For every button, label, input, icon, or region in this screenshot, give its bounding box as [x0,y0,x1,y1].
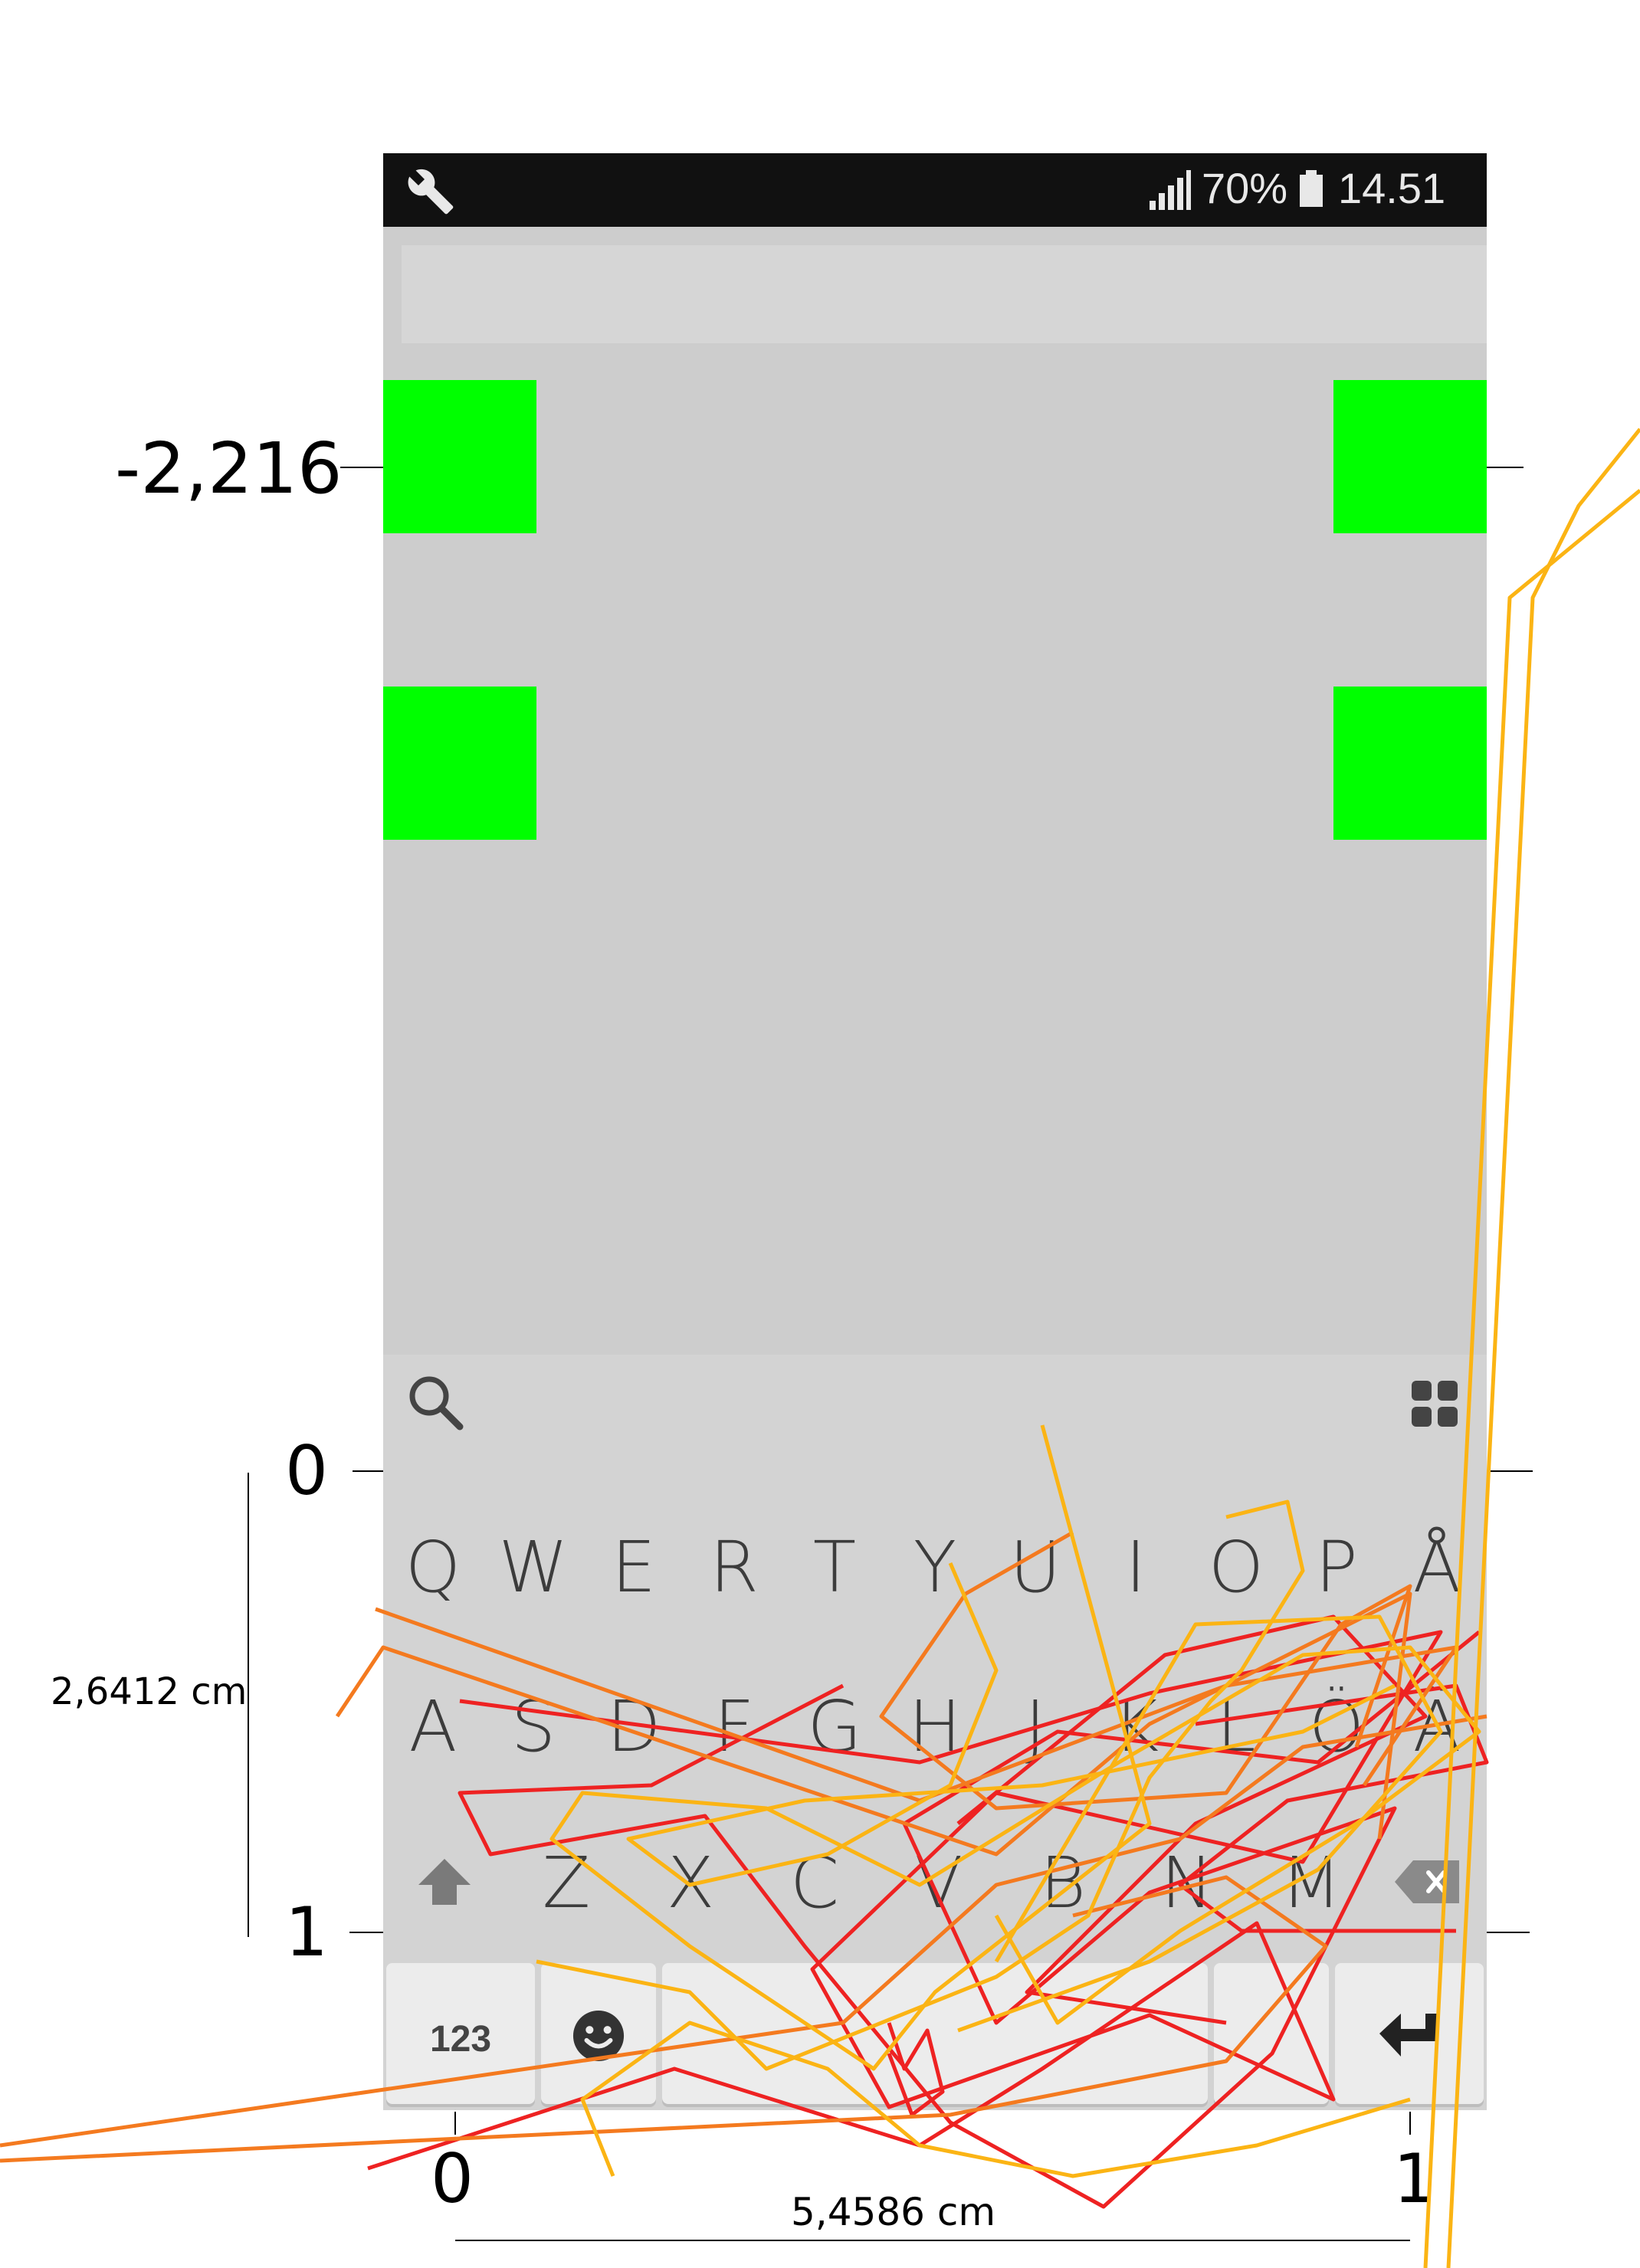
key-m[interactable]: M [1281,1842,1342,1924]
clock: 14.51 [1338,164,1446,212]
key-l[interactable]: L [1216,1686,1256,1768]
key-x[interactable]: X [666,1842,715,1924]
y-axis-one-label: 1 [285,1893,328,1971]
key-a-umlaut[interactable]: Ä [1412,1686,1461,1768]
touch-trace-orange [376,1609,1456,1801]
key-b[interactable]: B [1039,1842,1087,1924]
key-c[interactable]: C [789,1842,840,1924]
y-marker-top-label: -2,216 [115,428,343,510]
key-r[interactable]: R [710,1526,759,1608]
key-j[interactable]: J [1025,1686,1046,1768]
battery-percent: 70% [1202,164,1288,212]
key-q[interactable]: Q [405,1526,461,1608]
key-v[interactable]: V [914,1842,963,1924]
y-axis-zero-label: 0 [285,1431,328,1510]
key-t[interactable]: T [812,1526,857,1608]
key-a-ring[interactable]: Å [1412,1526,1461,1608]
x-axis-one-label: 1 [1393,2139,1436,2218]
touch-trace-orange [337,1594,1410,1854]
numbers-key-label: 123 [429,2019,492,2060]
key-w[interactable]: W [498,1526,569,1608]
key-s[interactable]: S [510,1686,556,1768]
height-measure-label: 2,6412 cm [51,1670,248,1713]
key-h[interactable]: H [908,1686,962,1768]
key-u[interactable]: U [1009,1526,1061,1608]
key-z[interactable]: Z [542,1842,591,1924]
key-y[interactable]: Y [913,1526,957,1608]
key-p[interactable]: P [1315,1526,1358,1608]
key-n[interactable]: N [1160,1842,1214,1924]
key-e[interactable]: E [611,1526,657,1608]
key-o[interactable]: O [1208,1526,1264,1608]
key-f[interactable]: F [713,1686,755,1768]
key-g[interactable]: G [807,1686,862,1768]
width-measure-label: 5,4586 cm [791,2190,996,2234]
x-axis-zero-label: 0 [431,2139,474,2218]
key-d[interactable]: D [606,1686,661,1768]
key-o-umlaut[interactable]: Ö [1308,1686,1365,1768]
touch-trace-yellow [1448,429,1640,2268]
key-k[interactable]: K [1112,1686,1159,1768]
touch-trace-yellow [1425,490,1640,2268]
key-i[interactable]: I [1125,1526,1146,1608]
key-a[interactable]: A [408,1686,458,1768]
